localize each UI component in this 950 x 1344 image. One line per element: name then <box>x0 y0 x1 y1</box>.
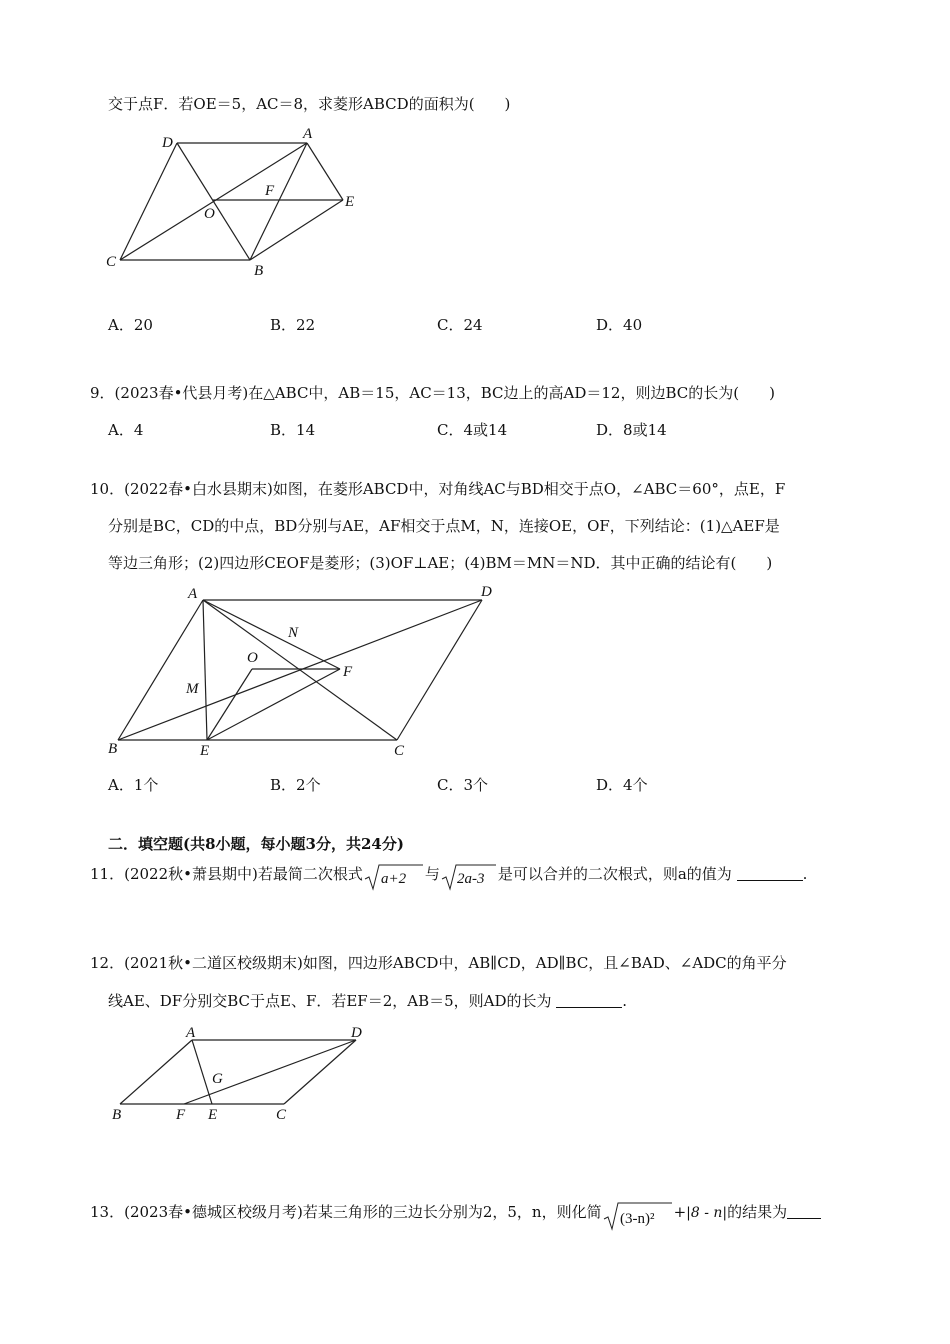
q8-label-O: O <box>204 206 215 222</box>
q12-line-AB <box>120 1040 192 1104</box>
q11-answer-blank[interactable] <box>737 866 803 881</box>
q8-label-E: E <box>345 194 355 210</box>
q10-label-M: M <box>186 681 199 697</box>
q10-label-C: C <box>394 743 405 759</box>
q12-label-C: C <box>276 1107 287 1123</box>
q8-label-F: F <box>265 183 275 199</box>
q10-label-D: D <box>481 584 492 600</box>
q10-line-DC <box>397 600 482 740</box>
q10-option-d: D．4个 <box>596 776 648 794</box>
q12-label-A: A <box>186 1025 196 1041</box>
q10-line2: 分别是BC，CD的中点，BD分别与AE，AF相交于点M，N，连接OE，OF，下列结论：(1)△AEF是 <box>108 517 780 535</box>
q13-radical <box>602 1199 674 1231</box>
q12-line-DF <box>184 1040 356 1104</box>
q10-line-AF <box>203 600 340 669</box>
q11-text: 11．(2022秋•萧县期中)若最简二次根式 a+2 与 2a-3 是可以合并的二次根式，则a的值为 . <box>90 861 807 891</box>
q13-suffix: 的结果为 <box>727 1203 788 1221</box>
q11-radicand-2: 2a-3 <box>456 871 485 887</box>
q10-label-E: E <box>200 743 210 759</box>
q8-option-c: C．24 <box>437 316 483 334</box>
q9-option-c: C．4或14 <box>437 421 508 439</box>
q8-line-DB <box>177 143 250 260</box>
q8-line-AE <box>307 143 343 200</box>
section-2-title: 二．填空题(共8小题，每小题3分，共24分) <box>108 835 404 853</box>
q13-radicand: (3-n)² <box>619 1211 655 1227</box>
q13-plus: + <box>673 1203 687 1221</box>
q11-radical-2 <box>440 861 498 891</box>
q10-option-c: C．3个 <box>437 776 489 794</box>
q10-option-a: A．1个 <box>108 776 159 794</box>
q8-label-A: A <box>303 126 313 142</box>
q13-text <box>90 1199 821 1231</box>
q8-option-b: B．22 <box>270 316 316 334</box>
q12-line2-wrap: 线AE、DF分别交BC于点E、F．若EF＝2，AB＝5，则AD的长为 . <box>108 992 628 1010</box>
q11-mid: 与 <box>424 865 440 883</box>
q10-line-AB <box>118 600 203 740</box>
q10-label-O: O <box>247 650 258 666</box>
q11-radical-1 <box>363 861 425 891</box>
q10-label-B: B <box>108 741 118 757</box>
q9-text: 9．(2023春•代县月考)在△ABC中，AB＝15，AC＝13，BC边上的高AD＝12，则边BC的长为( ) <box>90 384 775 402</box>
q12-label-E: E <box>208 1107 218 1123</box>
q9-option-d: D．8或14 <box>596 421 667 439</box>
q12-label-B: B <box>112 1107 122 1123</box>
q13-answer-blank[interactable] <box>787 1204 821 1219</box>
q10-line-BD <box>118 600 482 740</box>
q12-line2: 线AE、DF分别交BC于点E、F．若EF＝2，AB＝5，则AD的长为 <box>108 992 552 1010</box>
q13-abs: |8 - n| <box>686 1205 728 1221</box>
q10-label-F: F <box>343 664 353 680</box>
q10-line-AE <box>203 600 207 740</box>
q12-figure <box>100 1025 380 1125</box>
q10-figure <box>100 580 492 760</box>
q11-suffix: 是可以合并的二次根式，则a的值为 <box>497 865 732 883</box>
q8-label-B: B <box>254 263 264 279</box>
q9-option-a: A．4 <box>108 421 144 439</box>
q10-line1: 10．(2022春•白水县期末)如图，在菱形ABCD中，对角线AC与BD相交于点O，∠ABC＝60°，点E，F <box>90 480 786 498</box>
q10-line-OE <box>207 669 252 740</box>
q8-label-D: D <box>162 135 173 151</box>
q11-radicand-1: a+2 <box>380 871 406 887</box>
q13-prefix: 13．(2023春•德城区校级月考)若某三角形的三边长分别为2，5，n，则化简 <box>90 1203 602 1221</box>
q12-line-DC <box>284 1040 356 1104</box>
q12-line1: 12．(2021秋•二道区校级期末)如图，四边形ABCD中，AB∥CD，AD∥BC，且∠BAD、∠ADC的角平分 <box>90 954 787 972</box>
q12-label-D: D <box>351 1025 362 1041</box>
q9-option-b: B．14 <box>270 421 316 439</box>
q8-figure <box>100 120 380 280</box>
q12-label-F: F <box>176 1107 186 1123</box>
q8-label-C: C <box>106 254 117 270</box>
q11-prefix: 11．(2022秋•萧县期中)若最简二次根式 <box>90 865 363 883</box>
q10-line3: 等边三角形；(2)四边形CEOF是菱形；(3)OF⊥AE；(4)BM＝MN＝ND．其中正确的结论有( ) <box>108 554 773 572</box>
q10-label-N: N <box>288 625 299 641</box>
q12-label-G: G <box>212 1071 223 1087</box>
q10-label-A: A <box>188 586 198 602</box>
q10-option-b: B．2个 <box>270 776 321 794</box>
q8-text: 交于点F．若OE＝5，AC＝8，求菱形ABCD的面积为( ) <box>108 95 511 113</box>
q8-option-d: D．40 <box>596 316 643 334</box>
q12-answer-blank[interactable] <box>556 993 622 1008</box>
q8-option-a: A．20 <box>108 316 153 334</box>
